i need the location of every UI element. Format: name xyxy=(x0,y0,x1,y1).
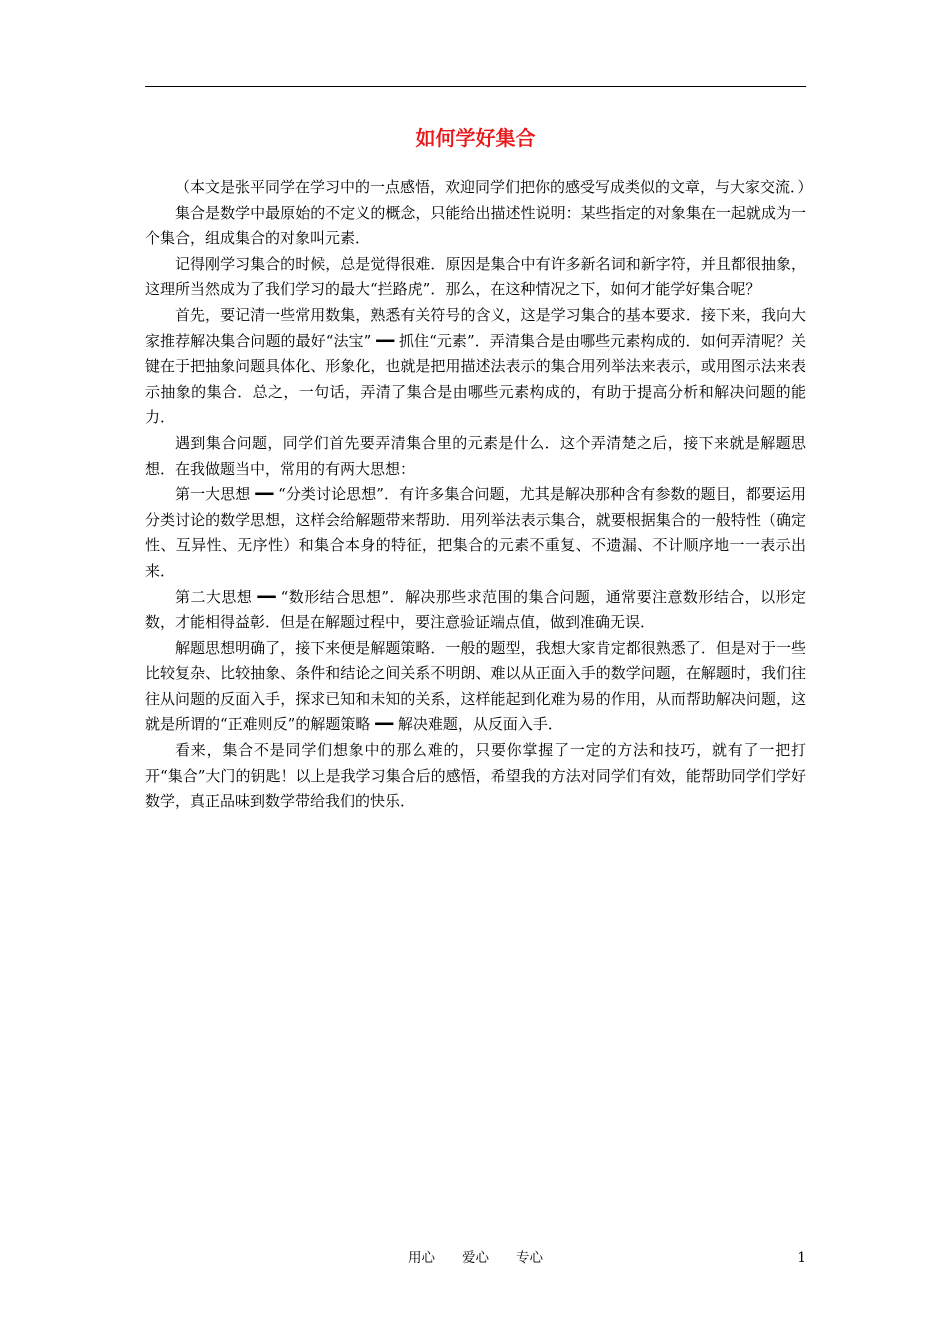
paragraph-definition: 集合是数学中最原始的不定义的概念，只能给出描述性说明：某些指定的对象集在一起就成为一个集合，组成集合的对象叫元素． xyxy=(145,203,806,248)
article-body xyxy=(145,175,813,815)
paragraph-elements: 首先，要记清一些常用数集，熟悉有关符号的含义，这是学习集合的基本要求．接下来，我向大家推荐解决集合问题的最好“法宝” ━━ 抓住“元素”．弄清集合是由哪些元素构成的．如何弄清呢？关键在于把抽象问题具体化、形象化，也就是把用描述法表示的集合用列举法来表示，或用图示法来表示抽象的集合．总之，一句话，弄清了集合是由哪些元素构成的，有助于提高分析和解决问题的能力． xyxy=(145,305,806,427)
paragraph-ideas-intro: 遇到集合问题，同学们首先要弄清集合里的元素是什么．这个弄清楚之后，接下来就是解题思想．在我做题当中，常用的有两大思想： xyxy=(145,433,806,478)
paragraph-intro-note: （本文是张平同学在学习中的一点感悟，欢迎同学们把你的感受写成类似的文章，与大家交流．） xyxy=(175,178,813,196)
header-rule xyxy=(145,86,806,87)
page-footer xyxy=(145,1248,806,1268)
paragraph-idea-one: 第一大思想 ━━ “分类讨论思想”．有许多集合问题，尤其是解决那种含有参数的题目，都要运用分类讨论的数学思想，这样会给解题带来帮助．用列举法表示集合，就要根据集合的一般特性（确定性、互异性、无序性）和集合本身的特征，把集合的元素不重复、不遗漏、不计顺序地一一表示出来． xyxy=(145,485,806,580)
paragraph-difficulty: 记得刚学习集合的时候，总是觉得很难．原因是集合中有许多新名词和新字符，并且都很抽象，这理所当然成为了我们学习的最大“拦路虎”．那么，在这种情况之下，如何才能学好集合呢？ xyxy=(145,254,806,299)
footer-motto: 用心 爱心 专心 xyxy=(408,1250,543,1266)
page-title: 如何学好集合 xyxy=(415,126,536,150)
page-number: 1 xyxy=(797,1250,806,1266)
paragraph-strategy: 解题思想明确了，接下来便是解题策略．一般的题型，我想大家肯定都很熟悉了．但是对于一些比较复杂、比较抽象、条件和结论之间关系不明朗、难以从正面入手的数学问题，在解题时，我们往往从问题的反面入手，探求已知和未知的关系，这样能起到化难为易的作用，从而帮助解决问题，这就是所谓的“正难则反”的解题策略 ━━ 解决难题，从反面入手． xyxy=(145,638,806,734)
paragraph-conclusion: 看来，集合不是同学们想象中的那么难的，只要你掌握了一定的方法和技巧，就有了一把打开“集合”大门的钥匙！以上是我学习集合后的感悟，希望我的方法对同学们有效，能帮助同学们学好数学，真正品味到数学带给我们的快乐． xyxy=(145,741,806,811)
paragraph-idea-two: 第二大思想 ━━ “数形结合思想”．解决那些求范围的集合问题，通常要注意数形结合，以形定数，才能相得益彰．但是在解题过程中，要注意验证端点值，做到准确无误． xyxy=(145,587,806,632)
